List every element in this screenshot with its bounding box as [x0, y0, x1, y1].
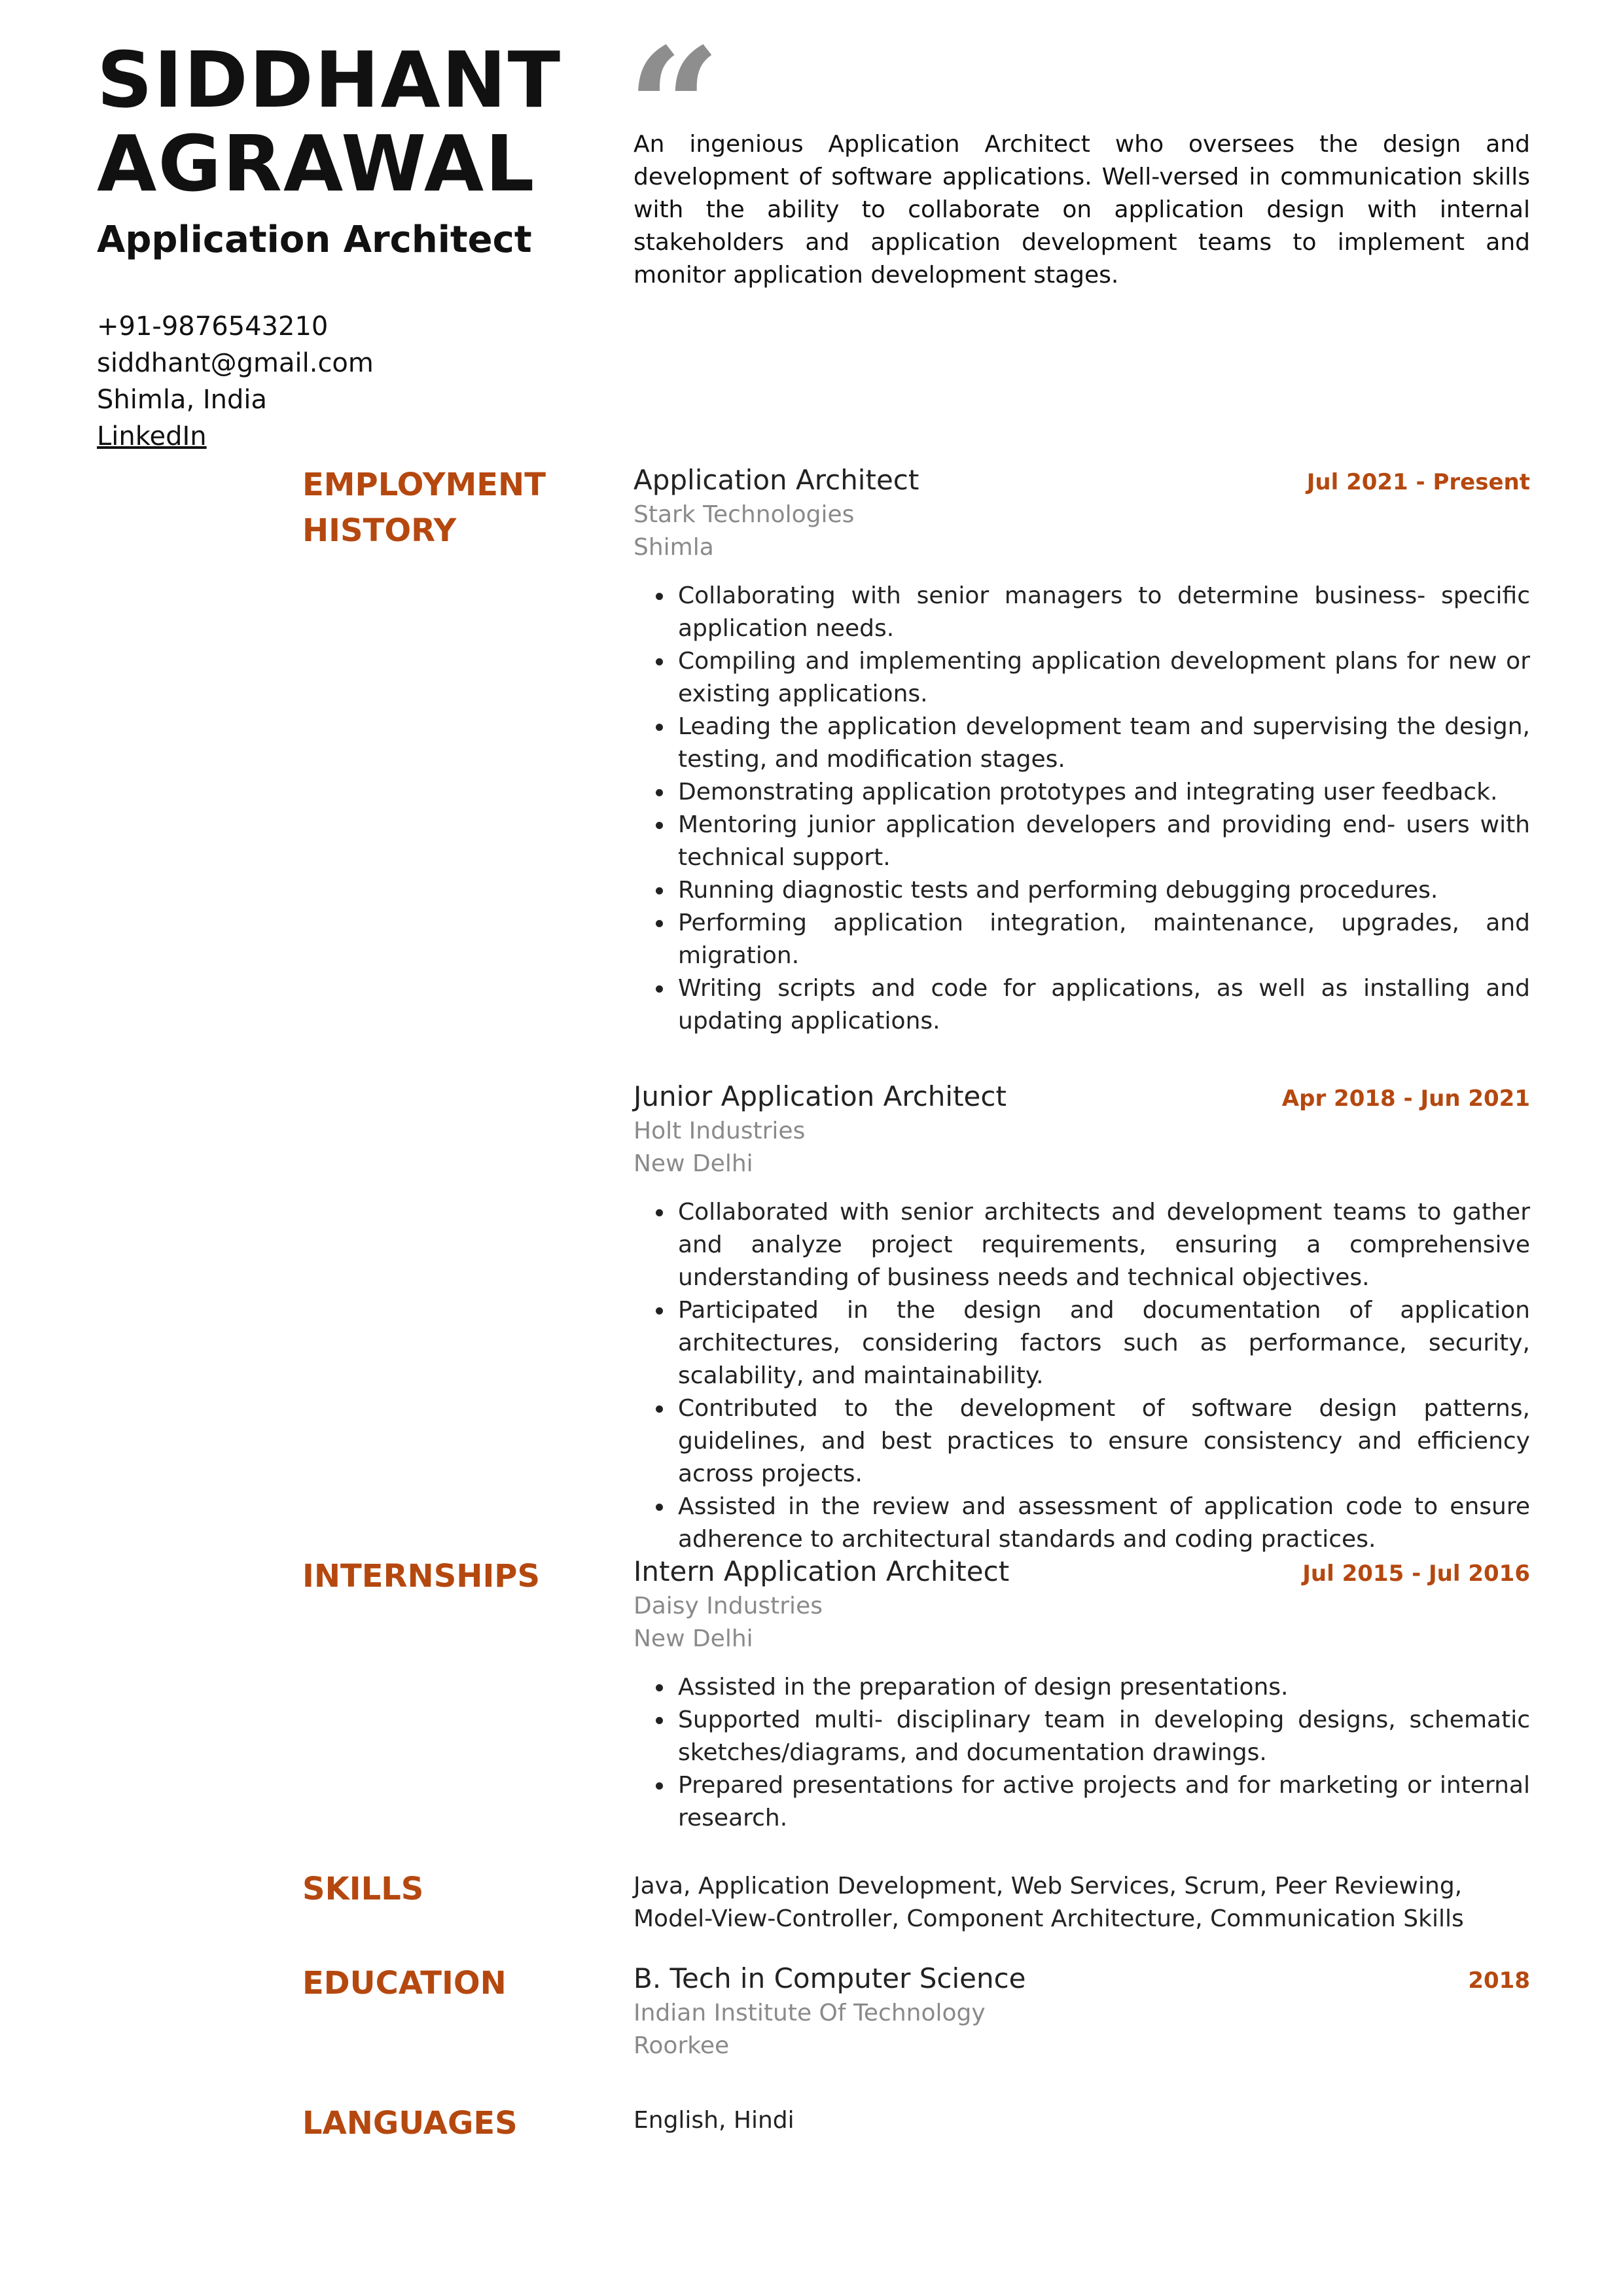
- job-entry: [633, 1553, 1530, 1835]
- responsibility-item: • Participated in the design and documentation of application architectures, considering factors such as performance, security, scalability, and maintainability.: [674, 1294, 1530, 1392]
- job-header: [633, 1553, 1530, 1590]
- responsibility-item: • Compiling and implementing application development plans for new or existing applications.: [674, 645, 1530, 711]
- job-dates: Jul 2021 - Present: [1306, 469, 1530, 495]
- responsibilities-list: [633, 580, 1530, 1038]
- school-name: Indian Institute Of Technology: [633, 2000, 986, 2026]
- profile-summary: An ingenious Application Architect who oversees the design and development of software applications. Well-versed in communication skills with the ability to collaborate on application design with internal stakeholders and application development teams to implement and monitor application development stages.: [633, 131, 1530, 289]
- degree: B. Tech in Computer Science: [633, 1962, 1026, 1994]
- company-name: Holt Industries: [633, 1118, 806, 1144]
- section-title-languages: LANGUAGES: [302, 2105, 518, 2142]
- job-title: Intern Application Architect: [633, 1555, 1010, 1587]
- contact-info: [97, 308, 594, 455]
- job-location: Shimla: [633, 534, 714, 561]
- responsibility-item: • Collaborating with senior managers to determine business- specific application needs.: [674, 580, 1530, 645]
- job-header: [633, 1078, 1530, 1115]
- section-title-employment: EMPLOYMENT HISTORY: [302, 467, 546, 549]
- section-title-skills: SKILLS: [302, 1871, 424, 1907]
- name-first: SIDDHANT: [97, 35, 562, 125]
- resume-header: [97, 35, 594, 455]
- education-header: [633, 1960, 1530, 1997]
- quote-icon: “: [627, 12, 721, 204]
- email: siddhant@gmail.com: [97, 348, 374, 378]
- job-entry: [633, 462, 1530, 1038]
- job-header: [633, 462, 1530, 499]
- job-dates: Jul 2015 - Jul 2016: [1302, 1561, 1530, 1587]
- company-name: Daisy Industries: [633, 1593, 823, 1619]
- responsibility-item: • Performing application integration, maintenance, upgrades, and migration.: [674, 907, 1530, 972]
- responsibility-item: • Assisted in the preparation of design presentations.: [674, 1671, 1530, 1704]
- responsibility-item: • Assisted in the review and assessment of application code to ensure adherence to architectural standards and coding practices.: [674, 1491, 1530, 1556]
- phone: +91-9876543210: [97, 311, 329, 342]
- name-last: AGRAWAL: [97, 118, 536, 209]
- education-entry: [633, 1960, 1530, 2062]
- location: Shimla, India: [97, 385, 268, 415]
- school-location: Roorkee: [633, 2032, 730, 2059]
- job-dates: Apr 2018 - Jun 2021: [1281, 1086, 1530, 1112]
- responsibility-item: • Leading the application development team and supervising the design, testing, and modification stages.: [674, 711, 1530, 776]
- responsibility-item: • Prepared presentations for active projects and for marketing or internal research.: [674, 1769, 1530, 1835]
- responsibility-item: • Writing scripts and code for applications, as well as installing and updating applications.: [674, 972, 1530, 1038]
- responsibilities-list: [633, 1196, 1530, 1556]
- graduation-year: 2018: [1468, 1968, 1530, 1994]
- responsibilities-list: [633, 1671, 1530, 1835]
- section-title-internships: INTERNSHIPS: [302, 1558, 541, 1595]
- responsibility-item: • Collaborated with senior architects and development teams to gather and analyze project requirements, ensuring a comprehensive understanding of business needs and technical objectives.: [674, 1196, 1530, 1294]
- section-title-education: EDUCATION: [302, 1965, 507, 2002]
- responsibility-item: • Demonstrating application prototypes and integrating user feedback.: [674, 776, 1530, 809]
- job-title: Application Architect: [97, 219, 532, 261]
- internship-list: [633, 1553, 1530, 1875]
- responsibility-item: • Contributed to the development of software design patterns, guidelines, and best practices to ensure consistency and efficiency across projects.: [674, 1392, 1530, 1491]
- company-name: Stark Technologies: [633, 501, 855, 528]
- responsibility-item: • Supported multi- disciplinary team in developing designs, schematic sketches/diagrams, and documentation drawings.: [674, 1704, 1530, 1769]
- skills-list: Java, Application Development, Web Services, Scrum, Peer Reviewing, Model-View-Controller, Component Architecture, Communication Skills: [633, 1873, 1464, 1932]
- languages-list: English, Hindi: [633, 2107, 794, 2134]
- job-entry: [633, 1078, 1530, 1556]
- responsibility-item: • Mentoring junior application developers and providing end- users with technical support.: [674, 809, 1530, 874]
- responsibility-item: • Running diagnostic tests and performing debugging procedures.: [674, 874, 1530, 907]
- job-title: Application Architect: [633, 464, 919, 496]
- job-location: New Delhi: [633, 1625, 753, 1652]
- employment-history: [633, 462, 1530, 1597]
- linkedin-link[interactable]: LinkedIn: [97, 421, 207, 451]
- job-title: Junior Application Architect: [633, 1080, 1007, 1112]
- job-location: New Delhi: [633, 1150, 753, 1177]
